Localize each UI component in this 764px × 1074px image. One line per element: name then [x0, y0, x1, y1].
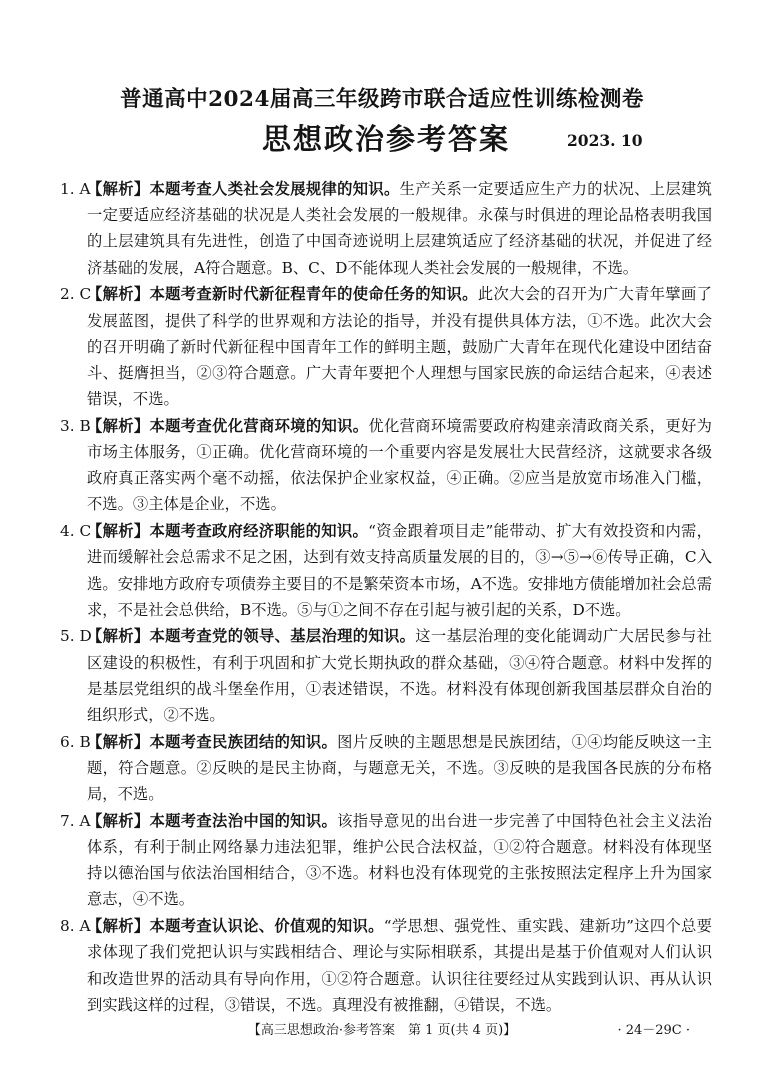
topic-lead: 本题考查人类社会发展规律的知识。 — [149, 180, 400, 198]
answer-number: 1. A — [60, 180, 91, 198]
topic-lead: 本题考查认识论、价值观的知识。 — [149, 917, 384, 936]
exam-date: 2023. 10 — [567, 131, 643, 150]
topic-lead: 本题考查民族团结的知识。 — [149, 732, 338, 751]
analysis-text: 该指导意见的出台进一步完善了中国特色社会主义法治体系，有利于制止网络暴力违法犯罪，维护公民合法权益，①②符合题意。材料没有体现坚持以德治国与依法治国相结合，③不选。材料也没有体现党的主张按照法定程序上升为国家意志，④不选。 — [87, 811, 712, 909]
analysis-text: “资金跟着项目走”能带动、扩大有效投资和内需，进而缓解社会总需求不足之困，达到有效支持高质量发展的目的，③→⑤→⑥传导正确，C入选。安排地方政府专项债券主要目的不是繁荣资本市场，A不选。安排地方债能增加社会总需求，不是社会总供给，B不选。⑤与①之间不存在引起与被引起的关系，D不选。 — [87, 522, 712, 619]
analysis-label: 【解析】 — [87, 180, 150, 198]
analysis-label: 【解析】 — [87, 416, 150, 435]
answer-number: 6. B — [60, 732, 91, 751]
answer-number: 5. D — [60, 627, 92, 646]
analysis-text: 生产关系一定要适应生产力的状况、上层建筑一定要适应经济基础的状况是人类社会发展的一般规律。永葆与时俱进的理论品格表明我国的上层建筑具有先进性，创造了中国奇迹说明上层建筑适应了经济基础的状况，并促进了经济基础的发展，A符合题意。B、C、D不能体现人类社会发展的一般规律，不选。 — [87, 180, 712, 277]
analysis-text: 优化营商环境需要政府构建亲清政商关系，更好为市场主体服务，①正确。优化营商环境的一个重要内容是发展壮大民营经济，这就要求各级政府真正落实两个毫不动摇，依法保护企业家权益，④正确。②应当是放宽市场准入门槛，不选。③主体是企业，不选。 — [87, 416, 712, 514]
analysis-label: 【解析】 — [87, 627, 150, 646]
answer-item-8 — [60, 913, 712, 1018]
topic-lead: 本题考查优化营商环境的知识。 — [149, 416, 369, 435]
analysis-label: 【解析】 — [87, 917, 150, 936]
answer-number: 3. B — [60, 416, 91, 435]
topic-lead: 本题考查党的领导、基层治理的知识。 — [149, 627, 416, 646]
footer-exam-code: · 24－29C · — [617, 1023, 690, 1038]
answer-number: 4. C — [60, 522, 92, 541]
answer-item-1 — [60, 176, 712, 281]
footer-page-info: 【高三思想政治·参考答案 第 1 页(共 4 页)】 — [247, 1023, 517, 1038]
analysis-label: 【解析】 — [87, 811, 150, 830]
analysis-text: 此次大会的召开为广大青年擘画了发展蓝图，提供了科学的世界观和方法论的指导，并没有提供具体方法，①不选。此次大会的召开明确了新时代新征程中国青年工作的鲜明主题，鼓励广大青年在现代化建设中团结奋斗、挺膺担当，②③符合题意。广大青年要把个人理想与国家民族的命运结合起来，④表述错误，不选。 — [87, 285, 712, 409]
analysis-text: 这一基层治理的变化能调动广大居民参与社区建设的积极性，有利于巩固和扩大党长期执政的群众基础，③④符合题意。材料中发挥的是基层党组织的战斗堡垒作用，①表述错误，不选。材料没有体现创新我国基层群众自治的组织形式，②不选。 — [87, 627, 712, 725]
topic-lead: 本题考查政府经济职能的知识。 — [149, 522, 369, 541]
exam-title: 普通高中2024届高三年级跨市联合适应性训练检测卷 — [120, 87, 644, 112]
answer-number: 8. A — [60, 917, 91, 936]
answer-number: 7. A — [60, 811, 91, 830]
answer-item-6 — [60, 729, 712, 808]
answer-list — [60, 176, 712, 1018]
page-footer — [0, 1019, 764, 1038]
answer-item-5 — [60, 623, 712, 728]
answer-item-7 — [60, 808, 712, 913]
analysis-label: 【解析】 — [87, 522, 150, 541]
answer-item-3 — [60, 413, 712, 518]
analysis-text: 图片反映的主题思想是民族团结，①④均能反映这一主题，符合题意。②反映的是民主协商，与题意无关，不选。③反映的是我国各民族的分布格局，不选。 — [87, 732, 712, 804]
topic-lead: 本题考查法治中国的知识。 — [149, 811, 338, 830]
topic-lead: 本题考查新时代新征程青年的使命任务的知识。 — [149, 285, 478, 304]
answer-item-4 — [60, 518, 712, 623]
analysis-text: “学思想、强党性、重实践、建新功”这四个总要求体现了我们党把认识与实践相结合、理论与实际相联系，其提出是基于价值观对人们认识和改造世界的活动具有导向作用，①②符合题意。认识往往要经过从实践到认识、再从认识到实践这样的过程，③错误，不选。真理没有被推翻，④错误，不选。 — [87, 917, 712, 1014]
answer-number: 2. C — [60, 285, 92, 304]
answer-key-title: 思想政治参考答案 — [262, 122, 511, 156]
answer-item-2 — [60, 281, 712, 412]
analysis-label: 【解析】 — [87, 285, 150, 304]
analysis-label: 【解析】 — [87, 732, 150, 751]
